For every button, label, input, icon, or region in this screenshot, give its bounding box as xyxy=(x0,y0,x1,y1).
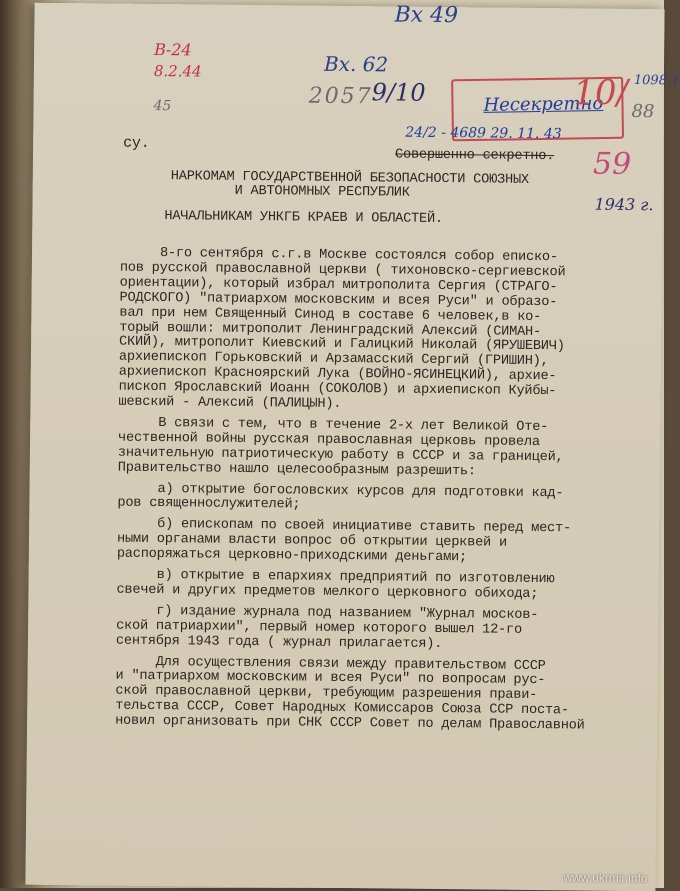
body-line: и "патриархом московским и всея Руси" по вопросам рус- xyxy=(115,669,546,689)
annotation-top-left-date: 8.2.44 xyxy=(153,61,202,81)
body-line: значительную патриотическую работу в СССР и за границей, xyxy=(117,445,564,465)
body-line: свечей и других предметов мелкого церковного обихода; xyxy=(116,582,539,602)
archive-number: 2057 xyxy=(308,83,373,110)
annotation-circled-number: 59 xyxy=(592,146,632,182)
body-line: 8-го сентября с.г.в Москве состоялся собор еписко- xyxy=(159,246,558,266)
body-text xyxy=(115,247,660,753)
body-line: РОДСКОГО) "патриархом московским и всея Руси" и образо- xyxy=(119,290,558,310)
annotation-mid-date: 9/10 xyxy=(371,78,426,107)
body-line: ров священнослужителей; xyxy=(117,496,301,513)
body-line: шевский - Алексий (ПАЛИЦЫН). xyxy=(118,394,342,412)
annotation-year: 1943 г. xyxy=(594,194,654,215)
body-line: торый вошли: митрополит Ленинградский Алексий (СИМАН- xyxy=(119,320,542,340)
body-line: ориентации), который избрал митрополита Сергия (СТРАГО- xyxy=(119,275,558,296)
body-line: архиепископ Горьковский и Арзамасский Сергий (ГРИШИН), xyxy=(118,349,549,370)
document-page xyxy=(25,2,680,891)
body-line: Для осуществления связи между правительством СССР xyxy=(155,654,546,674)
secrecy-label: Совершенно секретно. xyxy=(394,147,555,165)
body-line: тельства СССР, Совет Народных Комиссаров Союза ССР поста- xyxy=(115,698,569,719)
body-line: В связи с тем, что в течение 2-х лет Великой Оте- xyxy=(158,415,549,436)
body-line: ской патриархии", первый номер которого вышел 12-го xyxy=(116,618,523,638)
annotation-right-number: 1098.1 xyxy=(633,73,680,89)
body-line: чественной войны русская православная церковь провела xyxy=(118,430,540,450)
body-line: архиепископ Красноярский Лука (ВОЙНО-ЯСИНЕЦКИЙ), архие- xyxy=(118,364,557,385)
stamp-big-number: 10/ xyxy=(572,72,629,114)
header-line-3: НАЧАЛЬНИКАМ УНКГБ КРАЕВ И ОБЛАСТЕЙ. xyxy=(164,209,443,228)
stamp-registration-number: 24/2 - 4689 29. 11. 43 xyxy=(405,124,562,143)
body-line: пископ Ярославский Иоанн (СОКОЛОВ) и архиепископ Куйбы- xyxy=(118,379,557,400)
body-line: СКИЙ), митрополит Киевский и Галицкий Николай (ЯРУШЕВИЧ) xyxy=(119,335,565,355)
header-line-2: И АВТОНОМНЫХ РЕСПУБЛИК xyxy=(234,183,410,201)
watermark: www.ukrmir.info xyxy=(563,870,648,886)
stamp-text: Несекретно xyxy=(483,92,604,116)
body-line: ными органами власти вопрос об открытии церквей и xyxy=(116,531,507,551)
body-line: пов русской православной церкви ( тихоновско-сергиевской xyxy=(119,260,566,281)
header-line-1: НАРКОМАМ ГОСУДАРСТВЕННОЙ БЕЗОПАСНОСТИ СОЮЗНЫХ xyxy=(170,169,529,188)
body-line: распоряжаться церковно-приходскими деньгами; xyxy=(116,546,468,566)
body-line: ской православной церкви, требующим разрешения прави- xyxy=(115,683,538,704)
document-code: су. xyxy=(123,134,150,152)
annotation-top-mid: Вх. 62 xyxy=(323,51,389,77)
body-line: а) открытие богословских курсов для подготовки кад- xyxy=(157,481,564,501)
annotation-top-center: Вх 49 xyxy=(394,2,459,29)
body-line: сентября 1943 года ( журнал прилагается). xyxy=(115,633,443,652)
body-line: в) открытие в епархиях предприятий по изготовлению xyxy=(156,568,555,588)
body-line: Правительство нашло целесообразным разрешить: xyxy=(117,460,476,479)
annotation-right-page: 88 xyxy=(631,100,655,123)
annotation-pencil-number: 45 xyxy=(153,97,172,115)
body-line: б) епископам по своей инициативе ставить перед мест- xyxy=(157,517,572,537)
annotation-top-left: В-24 xyxy=(154,39,192,60)
body-line: г) издание журнала под названием "Журнал москов- xyxy=(156,603,539,623)
body-line: вал при нем Священный Синод в составе 6 человек,в ко- xyxy=(119,305,542,325)
body-line: новил организовать при СНК СССР Совет по делам Православной xyxy=(115,713,585,734)
